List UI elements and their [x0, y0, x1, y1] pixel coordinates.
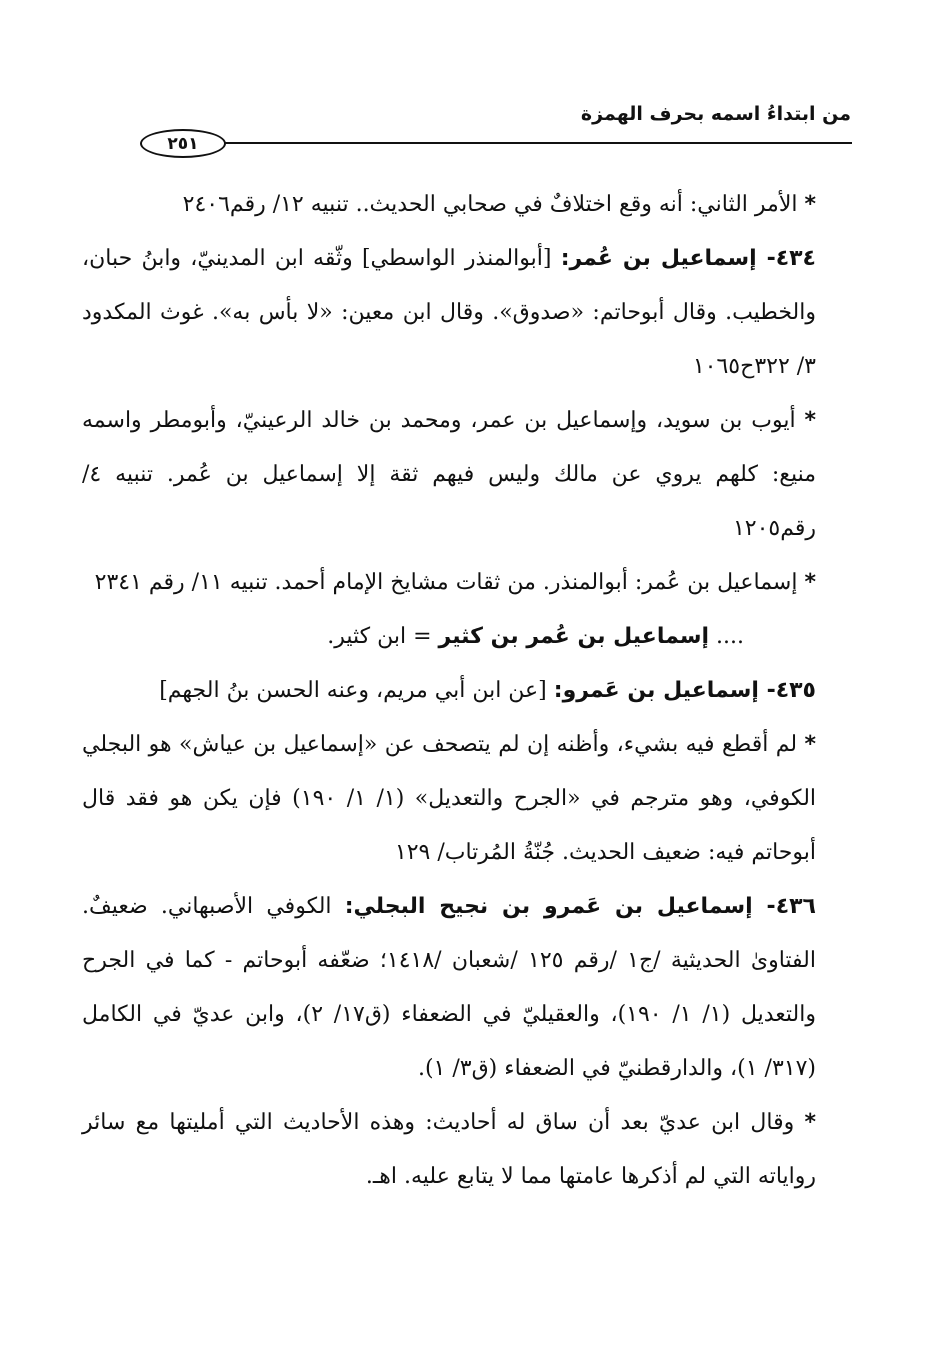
paragraph-text: وقال ابن عديّ بعد أن ساق له أحاديث: وهذه الأحاديث التي أمليتها مع سائر رواياته التي لم أذكرها عامتها مما لا يتابع عليه. اهـ.	[82, 1110, 816, 1189]
header-rule	[225, 142, 852, 144]
entry-paragraph	[82, 664, 852, 718]
asterisk-marker: *	[804, 1110, 816, 1135]
cross-reference-paragraph	[82, 610, 852, 664]
entry-heading: ٤٣٤- إسماعيل بن عُمر:	[560, 246, 816, 271]
paragraph-text: الكوفي الأصبهاني. ضعيفٌ. الفتاوىٰ الحديثية /ج١ /رقم ١٢٥ /شعبان /١٤١٨؛ ضعّفه أبوحاتم - كما في الجرح والتعديل (١/ ١/ ١٩٠)، والعقيليّ في الضعفاء (ق١٧/ ٢)، وابن عديّ في الكامل (٣١٧/ ١)، والدارقطنيّ في الضعفاء (ق٣/ ١).	[82, 894, 816, 1081]
ellipsis-marker: ....	[716, 624, 744, 649]
paragraph	[82, 718, 852, 880]
page-number	[140, 129, 226, 158]
paragraph-text: = ابن كثير.	[327, 624, 432, 649]
paragraph-text: [عن ابن أبي مريم، وعنه الحسن بنُ الجهم]	[159, 678, 547, 703]
asterisk-marker: *	[804, 408, 817, 433]
running-header-title: من ابتداءُ اسمه بحرف الهمزة	[580, 103, 851, 125]
cross-reference-heading: إسماعيل بن عُمر بن كثير	[438, 624, 710, 649]
paragraph-text: لم أقطع فيه بشيء، وأظنه إن لم يتصحف عن «إسماعيل بن عياش» هو البجلي الكوفي، وهو مترجم في «الجرح والتعديل» (١/ ١/ ١٩٠) فإن يكن هو فقد قال أبوحاتم فيه: ضعيف الحديث. جُنّةُ المُرتاب/ ١٢٩	[82, 732, 817, 865]
body-text	[82, 178, 852, 1204]
paragraph-text: الأمر الثاني: أنه وقع اختلافٌ في صحابي الحديث.. تنبيه ١٢/ رقم٢٤٠٦	[182, 192, 798, 217]
entry-paragraph	[82, 880, 852, 1096]
entry-paragraph	[82, 232, 852, 394]
paragraph-text: [أبوالمنذر الواسطي] وثّقه ابن المدينيّ، وابنُ حبان، والخطيب. وقال أبوحاتم: «صدوق». وقال ابن معين: «لا بأس به». غوث المكدود ٣/ ٣٢٢ح١٠٦٥	[82, 246, 816, 379]
paragraph-text: إسماعيل بن عُمر: أبوالمنذر. من ثقات مشايخ الإمام أحمد. تنبيه ١١/ رقم ٢٣٤١	[94, 570, 798, 595]
entry-heading: ٤٣٦- إسماعيل بن عَمرو بن نجيح البجلي:	[344, 894, 816, 919]
paragraph-text: أيوب بن سويد، وإسماعيل بن عمر، ومحمد بن خالد الرعينيّ، وأبومطر واسمه منيع: كلهم يروي عن مالك وليس فيهم ثقة إلا إسماعيل بن عُمر. تنبيه ٤/ رقم١٢٠٥	[82, 408, 816, 541]
asterisk-marker: *	[804, 192, 816, 217]
paragraph	[82, 178, 852, 232]
entry-heading: ٤٣٥- إسماعيل بن عَمرو:	[553, 678, 816, 703]
paragraph	[82, 556, 852, 610]
asterisk-marker: *	[804, 570, 816, 595]
paragraph	[82, 394, 852, 556]
page-number-text: ٢٥١	[167, 133, 199, 154]
paragraph	[82, 1096, 852, 1204]
asterisk-marker: *	[804, 732, 816, 757]
